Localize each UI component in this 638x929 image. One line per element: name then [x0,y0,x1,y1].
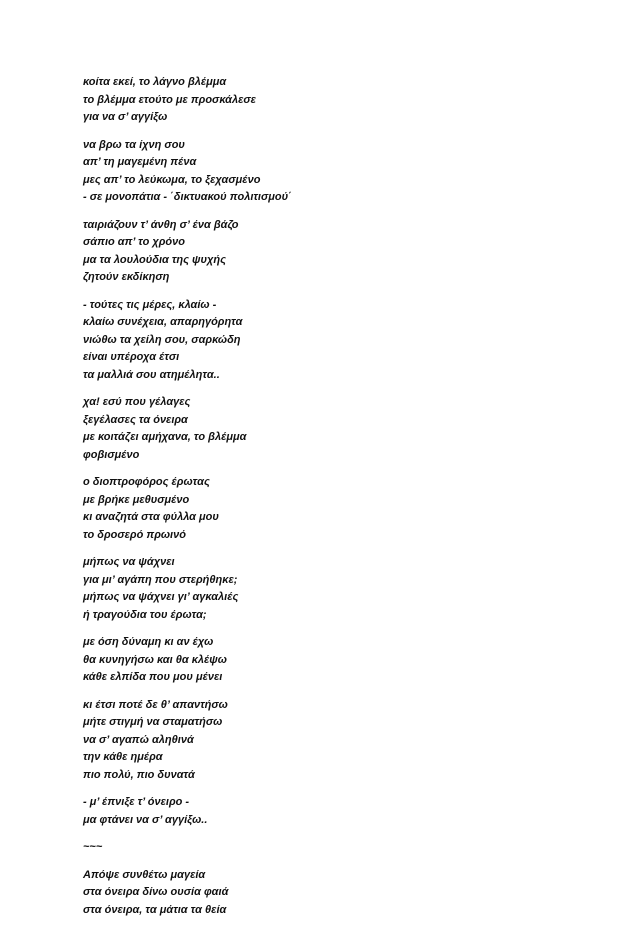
poem-line: είναι υπέροχα έτσι [83,351,180,363]
poem-line: ~~~ [83,841,103,853]
poem-line: ή τραγούδια του έρωτα; [83,608,207,621]
poem-line: μα τα λουλούδια της ψυχής [83,253,226,266]
stanza [83,839,553,857]
poem-line: στα όνειρα, τα μάτια τα θεία [83,903,227,916]
poem-line: ταιριάζουν τ’ άνθη σ’ ένα βάζο [83,218,239,231]
poem-line: φοβισμένο [83,448,140,461]
stanza [83,297,553,385]
poem-line: ο διοπτροφόρος έρωτας [83,476,210,488]
poem-line: μα φτάνει να σ’ αγγίξω.. [83,813,208,826]
poem-line: πιο πολύ, πιο δυνατά [83,768,195,781]
poem-line: το δροσερό πρωινό [83,528,186,541]
stanza [83,794,553,829]
poem-line: με όση δύναμη κι αν έχω [83,636,214,648]
stanza [83,217,553,287]
poem-line: - σε μονοπάτια - ΄δικτυακού πολιτισμού΄ [83,191,292,203]
poem-line: τα μαλλιά σου ατημέλητα.. [83,368,220,381]
poem-line: με βρήκε μεθυσμένο [83,493,190,506]
stanza [83,137,553,207]
poem-line: - μ’ έπνιξε τ’ όνειρο - [83,796,190,808]
poem-line: θα κυνηγήσω και θα κλέψω [83,653,227,666]
poem-line: - τούτες τις μέρες, κλαίω - [83,298,217,311]
poem-line: με κοιτάζει αμήχανα, το βλέμμα [83,431,247,443]
poem-line: ζητούν εκδίκηση [83,271,170,283]
poem-line: να σ’ αγαπώ αληθινά [83,733,194,746]
stanza [83,634,553,687]
stanza [83,867,553,920]
poem-line: χα! εσύ που γέλαγες [83,396,191,408]
poem-line: για να σ’ αγγίξω [83,111,168,123]
poem-line: την κάθε ημέρα [83,751,163,763]
poem-line: κι αναζητά στα φύλλα μου [83,511,219,523]
stanza [83,394,553,464]
poem-line: μήτε στιγμή να σταματήσω [83,716,223,728]
poem-body [83,74,553,929]
poem-line: για μι’ αγάπη που στερήθηκε; [83,573,238,586]
stanza [83,554,553,624]
poem-line: μήπως να ψάχνει [83,556,175,568]
poem-line: ξεγέλασες τα όνειρα [83,413,188,426]
stanza [83,74,553,127]
stanza [83,697,553,785]
poem-line: απ’ τη μαγεμένη πένα [83,156,197,168]
poem-line: σάπιο απ’ το χρόνο [83,236,185,248]
poem-line: Απόψε συνθέτω μαγεία [83,868,206,881]
poem-line: κάθε ελπίδα που μου μένει [83,671,223,683]
poem-line: να βρω τα ίχνη σου [83,138,185,151]
poem-line: κοίτα εκεί, το λάγνο βλέμμα [83,76,227,88]
poem-line: μες απ’ το λεύκωμα, το ξεχασμένο [83,173,261,186]
stanza [83,474,553,544]
poem-line: το βλέμμα ετούτο με προσκάλεσε [83,93,256,106]
poem-line: μήπως να ψάχνει γι’ αγκαλιές [83,591,239,603]
poem-line: νιώθω τα χείλη σου, σαρκώδη [83,333,241,346]
poem-line: στα όνειρα δίνω ουσία φαιά [83,886,229,898]
poem-line: κλαίω συνέχεια, απαρηγόρητα [83,316,243,328]
poem-line: κι έτσι ποτέ δε θ’ απαντήσω [83,698,228,711]
